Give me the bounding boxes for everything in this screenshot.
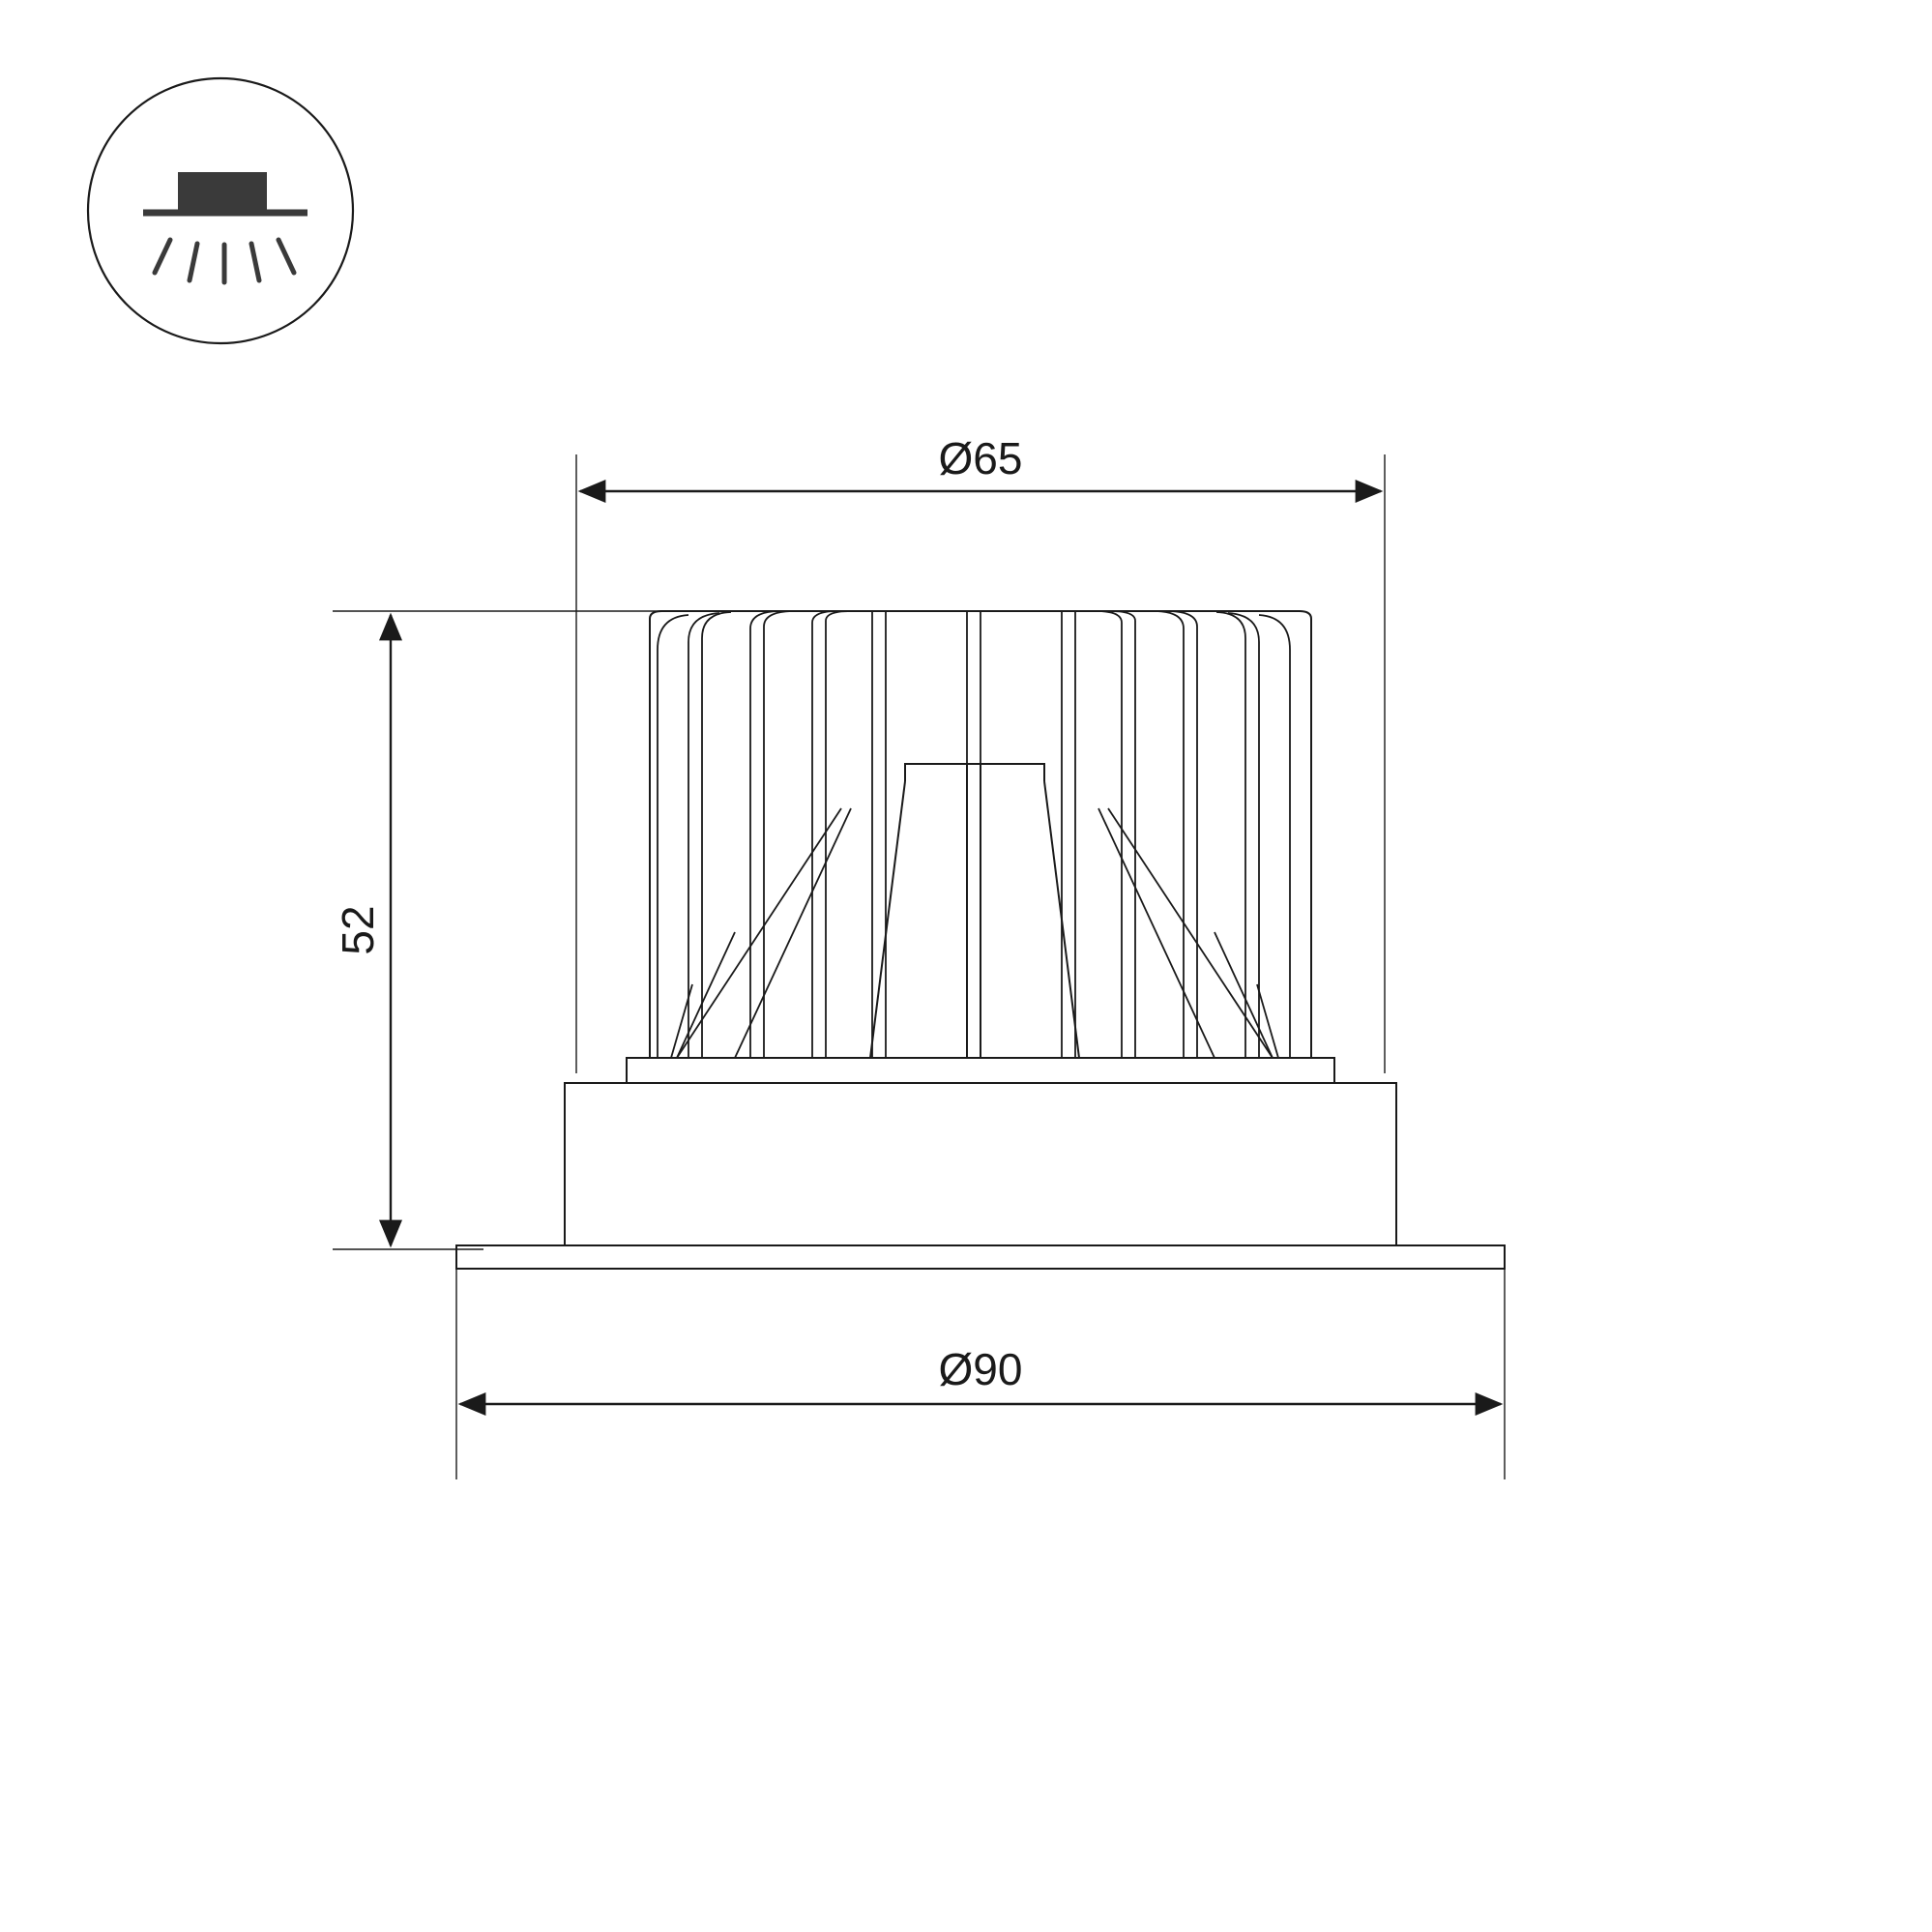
dimension-height-label: 52: [333, 905, 383, 955]
trim-flange: [456, 1245, 1505, 1269]
mounting-plate: [627, 1058, 1334, 1083]
dimension-flange-label: Ø90: [938, 1344, 1023, 1394]
lens-holder-top: [905, 764, 1044, 781]
mounting-symbol: [88, 78, 353, 343]
lens-left-edge: [870, 781, 905, 1058]
luminaire-side-view: [456, 611, 1505, 1269]
symbol-light-rays: [155, 240, 294, 282]
dimension-height: [333, 615, 391, 1245]
symbol-luminaire-body: [178, 172, 267, 213]
internal-reflector-lines: [671, 808, 1278, 1058]
housing-body: [565, 1083, 1396, 1245]
dimension-top-label: Ø65: [938, 433, 1023, 483]
dimension-top-diameter: [580, 433, 1381, 491]
dimension-flange-diameter: [460, 1344, 1501, 1404]
extension-lines: [333, 454, 1505, 1479]
heatsink-fins: [658, 611, 1290, 1058]
